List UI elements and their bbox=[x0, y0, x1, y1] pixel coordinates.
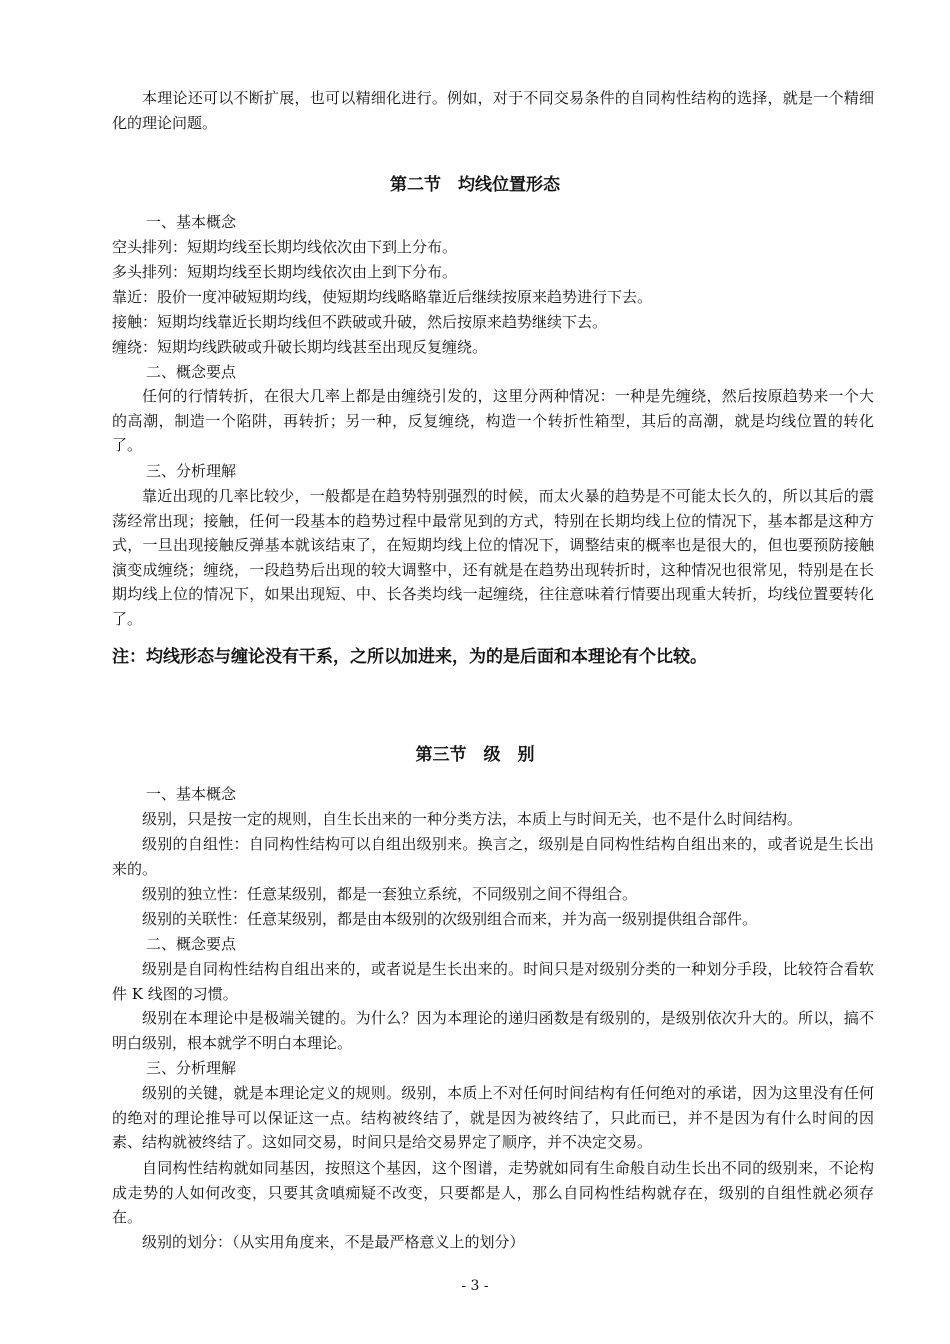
section3-paragraph-4: 级别的关联性：任意某级别，都是由本级别的次级别组合而来，并为高一级别提供组合部件。 bbox=[142, 910, 758, 928]
section3-paragraph-9: 级别的划分：（从实用角度来，不是最严格意义上的划分） bbox=[142, 1233, 525, 1251]
section2-analysis-paragraph: 靠近出现的几率比较少，一般都是在趋势特别强烈的时候，而太火暴的趋势是不可能太长久的，所以其后的震荡经常出现；接触，任何一段基本的趋势过程中最常见到的方式，特别在长期均线上位的情况下，基本都是这种方式，一旦出现接触反弹基本就该结束了，在短期均线上位的情况下，调整结束的概率也是很大的，但也要预防接触演变成缠绕；缠绕，一段趋势后出现的较大调整中，还有就是在趋势出现转折时，这种情况也很常见，特别是在长期均线上位的情况下，如果出现短、中、长各类均线一起缠绕，往往意味着行情要出现重大转折，均线位置要转化了。 bbox=[112, 487, 874, 628]
section3-analysis-heading: 三、分析理解 bbox=[146, 1059, 237, 1077]
section3-points-heading: 二、概念要点 bbox=[146, 935, 237, 953]
section3-basic-heading: 一、基本概念 bbox=[146, 785, 237, 803]
def-approach: 靠近：股价一度冲破短期均线，使短期均线略略靠近后继续按原来趋势进行下去。 bbox=[112, 288, 653, 306]
section3-title: 第三节 级 别 bbox=[415, 745, 535, 765]
intro-paragraph: 本理论还可以不断扩展，也可以精细化进行。例如，对于不同交易条件的自同构性结构的选择，就是一个精细化的理论问题。 bbox=[112, 89, 874, 132]
section2-title: 第二节 均线位置形态 bbox=[390, 175, 560, 195]
section2-note: 注：均线形态与缠论没有干系，之所以加进来，为的是后面和本理论有个比较。 bbox=[112, 647, 707, 667]
page-number: - 3 - bbox=[461, 1278, 489, 1294]
section3-paragraph-8: 自同构性结构就如同基因，按照这个基因，这个图谱，走势就如同有生命般自动生长出不同的级别来，不论构成走势的人如何改变，只要其贪嗔痴疑不改变，只要都是人，那么自同构性结构就存在，级别的自组性就必须存在。 bbox=[112, 1159, 874, 1227]
section3-paragraph-3: 级别的独立性：任意某级别，都是一套独立系统，不同级别之间不得组合。 bbox=[142, 885, 638, 903]
def-entangle: 缠绕：短期均线跌破或升破长期均线甚至出现反复缠绕。 bbox=[112, 338, 488, 356]
def-contact: 接触：短期均线靠近长期均线但不跌破或升破，然后按原来趋势继续下去。 bbox=[112, 313, 608, 331]
section3-paragraph-6: 级别在本理论中是极端关键的。为什么？因为本理论的递归函数是有级别的，是级别依次升大的。所以，搞不明白级别，根本就学不明白本理论。 bbox=[112, 1009, 874, 1052]
section3-paragraph-2: 级别的自组性：自同构性结构可以自组出级别来。换言之，级别是自同构性结构自组出来的，或者说是生长出来的。 bbox=[112, 835, 874, 878]
section2-points-heading: 二、概念要点 bbox=[146, 363, 237, 381]
section3-paragraph-5: 级别是自同构性结构自组出来的，或者说是生长出来的。时间只是对级别分类的一种划分手段，比较符合看软件 K 线图的习惯。 bbox=[112, 960, 874, 1003]
section3-paragraph-1: 级别，只是按一定的规则，自生长出来的一种分类方法，本质上与时间无关，也不是什么时间结构。 bbox=[142, 810, 803, 828]
section2-basic-heading: 一、基本概念 bbox=[146, 213, 237, 231]
section2-points-paragraph: 任何的行情转折，在很大几率上都是由缠绕引发的，这里分两种情况：一种是先缠绕，然后按原趋势来一个大的高潮，制造一个陷阱，再转折；另一种，反复缠绕，构造一个转折性箱型，其后的高潮，就是均线位置的转化了。 bbox=[112, 387, 874, 455]
def-bullish-arrangement: 多头排列：短期均线至长期均线依次由上到下分布。 bbox=[112, 263, 458, 281]
section3-paragraph-7: 级别的关键，就是本理论定义的规则。级别，本质上不对任何时间结构有任何绝对的承诺，因为这里没有任何的绝对的理论推导可以保证这一点。结构被终结了，就是因为被终结了，只此而已，并不是因为有什么时间的因素、结构就被终结了。这如同交易，时间只是给交易界定了顺序，并不决定交易。 bbox=[112, 1084, 874, 1152]
section2-analysis-heading: 三、分析理解 bbox=[146, 462, 237, 480]
def-bearish-arrangement: 空头排列：短期均线至长期均线依次由下到上分布。 bbox=[112, 238, 458, 256]
